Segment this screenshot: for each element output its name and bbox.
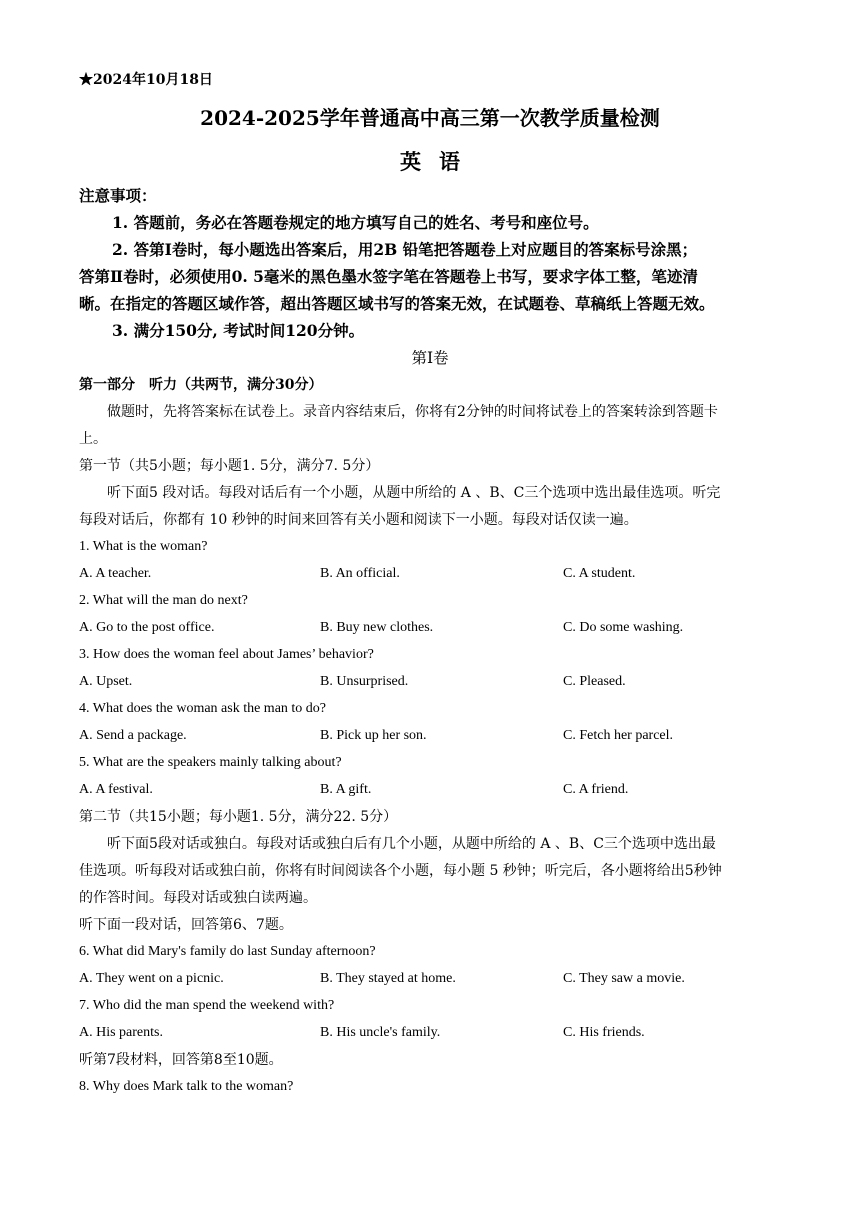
exam-date: ★2024年10月18日 [79, 72, 213, 88]
section1-intro-line2: 每段对话后，你都有 10 秒钟的时间来回答有关小题和阅读下一小题。每段对话仅读一遍。 [79, 512, 638, 528]
q5-option-a: A. A festival. [79, 782, 153, 797]
section2-intro-line1: 听下面5段对话或独白。每段对话或独白后有几个小题，从题中所给的 A 、B、C三个选项中选出最 [107, 836, 716, 852]
q7-option-b: B. His uncle's family. [320, 1025, 441, 1040]
question-6: 6. What did Mary's family do last Sunday afternoon? [79, 944, 376, 959]
q6-option-c: C. They saw a movie. [563, 971, 685, 986]
q5-option-b: B. A gift. [320, 782, 372, 797]
q6-option-b: B. They stayed at home. [320, 971, 456, 986]
question-7: 7. Who did the man spend the weekend with? [79, 998, 335, 1013]
notice-heading: 注意事项： [79, 186, 157, 205]
q4-option-a: A. Send a package. [79, 728, 187, 743]
section1-heading: 第一节（共5小题；每小题1. 5分，满分7. 5分） [79, 458, 380, 474]
part1-intro-line1: 做题时，先将答案标在试卷上。录音内容结束后，你将有2分钟的时间将试卷上的答案转涂到答题卡 [107, 404, 718, 420]
question-8: 8. Why does Mark talk to the woman? [79, 1079, 294, 1094]
notice-item-2-cont: 答第Ⅱ卷时，必须使用0. 5毫米的黑色墨水签字笔在答题卷上书写，要求字体工整，笔迹清 [79, 267, 698, 286]
section1-intro-line1: 听下面5 段对话。每段对话后有一个小题，从题中所给的 A 、B、C三个选项中选出最佳选项。听完 [107, 485, 721, 501]
q2-option-a: A. Go to the post office. [79, 620, 215, 635]
section2-intro-line3: 的作答时间。每段对话或独白读两遍。 [79, 890, 317, 906]
group-instruction-1: 听下面一段对话，回答第6、7题。 [79, 917, 293, 933]
q3-option-c: C. Pleased. [563, 674, 626, 689]
q3-option-b: B. Unsurprised. [320, 674, 409, 689]
q4-option-b: B. Pick up her son. [320, 728, 427, 743]
part1-intro-line2: 上。 [79, 431, 107, 447]
q1-option-b: B. An official. [320, 566, 400, 581]
question-5: 5. What are the speakers mainly talking about? [79, 755, 342, 770]
notice-item-3: 3. 满分150分, 考试时间120分钟。 [112, 321, 365, 340]
part1-heading: 第一部分 听力（共两节，满分30分） [79, 377, 323, 393]
question-1: 1. What is the woman? [79, 539, 208, 554]
q2-option-b: B. Buy new clothes. [320, 620, 434, 635]
volume-title: 第Ⅰ卷 [411, 349, 449, 367]
q6-option-a: A. They went on a picnic. [79, 971, 224, 986]
notice-item-2-cont2: 晰。在指定的答题区域作答，超出答题区域书写的答案无效，在试题卷、草稿纸上答题无效。 [79, 294, 715, 313]
notice-item-2: 2. 答第Ⅰ卷时，每小题选出答案后，用2B 铅笔把答题卷上对应题目的答案标号涂黑； [112, 240, 698, 259]
q7-option-c: C. His friends. [563, 1025, 645, 1040]
q1-option-c: C. A student. [563, 566, 636, 581]
question-4: 4. What does the woman ask the man to do? [79, 701, 327, 716]
q5-option-c: C. A friend. [563, 782, 629, 797]
question-3: 3. How does the woman feel about James’ behavior? [79, 647, 374, 662]
group-instruction-2: 听第7段材料，回答第8至10题。 [79, 1052, 283, 1068]
q3-option-a: A. Upset. [79, 674, 133, 689]
section2-intro-line2: 佳选项。听每段对话或独白前，你将有时间阅读各个小题，每小题 5 秒钟；听完后，各小题将给出5秒钟 [79, 863, 722, 879]
exam-title: 2024-2025学年普通高中高三第一次教学质量检测 [200, 106, 660, 130]
q2-option-c: C. Do some washing. [563, 620, 684, 635]
notice-item-1: 1. 答题前，务必在答题卷规定的地方填写自己的姓名、考号和座位号。 [112, 213, 599, 232]
q1-option-a: A. A teacher. [79, 566, 152, 581]
q7-option-a: A. His parents. [79, 1025, 163, 1040]
question-2: 2. What will the man do next? [79, 593, 248, 608]
subject-title: 英语 [400, 149, 478, 174]
section2-heading: 第二节（共15小题；每小题1. 5分，满分22. 5分） [79, 809, 398, 825]
q4-option-c: C. Fetch her parcel. [563, 728, 674, 743]
